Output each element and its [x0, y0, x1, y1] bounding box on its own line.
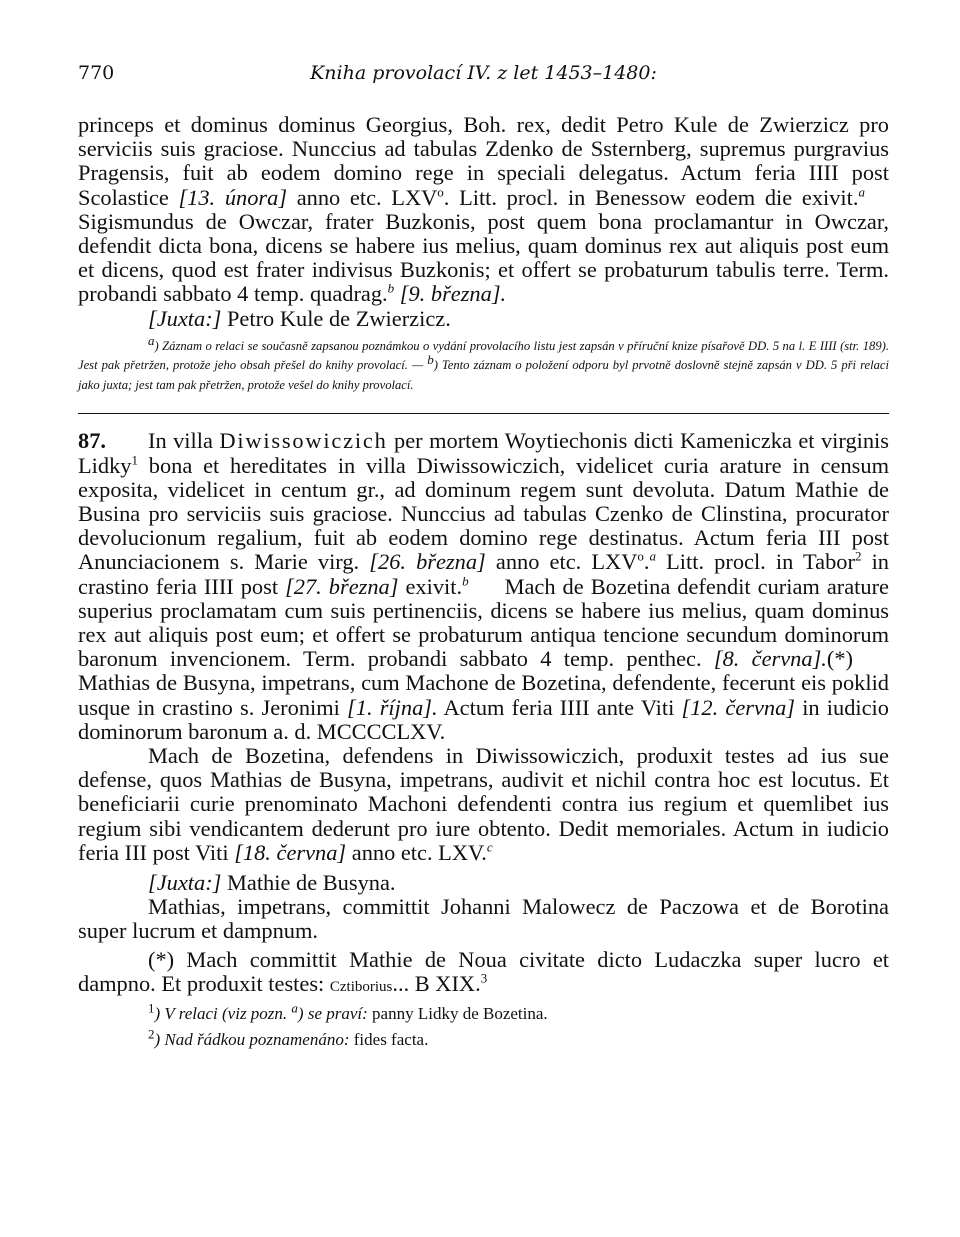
critical-note-ab: [78, 332, 889, 396]
editorial-date: [26. března]: [369, 549, 486, 575]
editorial-date: [1. října].: [347, 694, 438, 720]
note-text: ) Záznam o relaci se současně zapsanou poznámkou o vydání provolacího listu jest zapsán v příruční knize písařově DD. 5 na l. E IIII (str. 189). Jest pak přetržen, protože jeho obsah přešel do knihy provolací. —: [78, 338, 889, 373]
editorial-date: [13. února]: [178, 184, 288, 210]
note-ref-a: a: [858, 184, 865, 200]
footnotes: [78, 1001, 889, 1053]
footnote-number: 2: [148, 1026, 155, 1042]
footnote-text: fides facta.: [349, 1030, 429, 1049]
note-ref-b: b: [462, 573, 469, 589]
text-segment: princeps et dominus dominus Georgius, Boh. rex, dedit Petro Kule de Zwierzicz pro serviciis suis graciose. Nunccius ad tabulas Zdenko de Ssternberg, supremus purgravius Pragensis, fuit ab eodem domino rege in speciali delegatus. Actum feria IIII post Scolastice: [78, 112, 889, 210]
text-segment: per mortem Woytiechonis dicti Kameniczka et virginis Lidky: [78, 428, 889, 478]
text-segment: Mathias de Busyna, impetrans, cum Machone de Bozetina, defendente, fecerunt eis poklid usque in crastino s. Jeronimi: [78, 670, 889, 720]
entry-87-paragraph-4: [78, 948, 889, 999]
critical-notes: [78, 332, 889, 396]
page: [78, 62, 889, 1053]
editorial-date: [18. června]: [234, 839, 347, 865]
text-segment: Mach de Bozetina, defendens in Diwissowiczich, produxit testes ad ius sue defense, quos Mathias de Busyna, impetrans, audivit et nichil contra hoc est locutus. Et beneficiarii curie prenominato Machoni defendenti contra ius regium et quemlibet ius regium sibi vendicantem dederunt pro iure obtento. Dedit memoriales. Actum in iudicio feria III post Viti: [78, 742, 889, 865]
footnote-italic: ) V relaci (viz pozn.: [154, 1004, 292, 1023]
section-divider: [78, 413, 889, 414]
text-segment: exivit.: [405, 573, 463, 599]
text-segment: Litt. procl. in Tabor: [666, 549, 855, 575]
footnote-number: 1: [148, 1000, 155, 1016]
text-segment: bona et hereditates in villa Diwissowiczich, videlicet curia arature in censum exposita, videlicet in centum gr., ad dominum regem sunt devoluta. Datum Mathie de Busina pro serviciis suis graciose. Nunccius ad tabulas Czenko de Clinstina, procurator devolucionum regalium, fuit ab eodem domino rege destinatus. Actum feria III post Anunciacionem s. Marie virg.: [78, 452, 889, 575]
text-segment: anno etc. LXV.: [351, 839, 487, 865]
page-number: 770: [78, 62, 115, 84]
juxta-label: [Juxta:]: [148, 869, 222, 895]
running-header: [78, 62, 889, 92]
editorial-date: [27. března]: [285, 573, 399, 599]
footnote-ref: 2: [854, 548, 862, 564]
juxta-label: [Juxta:]: [148, 305, 222, 331]
village-name: Diwissowiczich: [219, 428, 388, 454]
text-segment: ... B XIX.: [392, 970, 481, 996]
text-segment: Mathias, impetrans, committit Johanni Malowecz de Paczowa et de Borotina super lucrum et dampnum.: [78, 894, 889, 944]
text-segment: Actum feria IIII ante Viti: [443, 694, 675, 720]
entry-87-paragraph-3: [78, 895, 889, 943]
text-segment: anno etc. LXV: [495, 549, 638, 575]
text-segment: (*): [826, 646, 853, 672]
note-text: ) Tento záznam o položení odporu byl prvotně doslovně stejně zapsán v DD. 5 při relaci jako juxta; jest tam pak přetržen, protože vešel do knihy provolací.: [78, 358, 889, 392]
text-segment: in crastino feria IIII post: [78, 549, 889, 599]
footnote-ref: 1: [131, 452, 138, 468]
text-segment: Sigismundus de Owczar, frater Buzkonis, post quem bona proclamantur in Owczar, defendit dicta bona, dicens se habere ius melius, quam dominus rex aut aliquis post eum et dicens, quod est frater indivisus Buzkonis; et offert se probaturum tabulis terre. Term. probandi sabbato 4 temp. quadrag.: [78, 208, 889, 307]
note-ref-c: c: [486, 839, 493, 855]
note-ref-b: b: [387, 280, 395, 296]
text-segment: Mach de Bozetina defendit curiam arature superius proclamatam cum suis pertinenciis, dicens se habere ius melius, quam dominus rex aut aliquis post eum; et offert se probaturum antiqua tencione secundum dominorum baronum invencionem. Term. probandi sabbato 4 temp. penthec.: [78, 573, 889, 672]
footnote-italic: ) se praví:: [297, 1004, 368, 1023]
footnote-ref: 3: [480, 970, 488, 986]
text-segment: In villa: [148, 428, 213, 454]
juxta-name: Petro Kule de Zwierzicz.: [226, 305, 451, 331]
note-marker: a: [148, 332, 155, 348]
footnote-1: [148, 1001, 889, 1027]
editorial-date: [12. června]: [681, 694, 796, 720]
entry-87-paragraph-2: [78, 744, 889, 865]
entry-87-text: 87. In villa Diwissowiczich per mortem Woytiechonis dicti Kameniczka et virginis Lidky$^1$ bona et hereditates in villa Diwissowiczich, videlicet curia arature in censum exposita, videlicet in centum gr., ad dominum regem sunt devoluta. Datum Mathie de Busina pro serviciis suis graciose. Nunccius ad tabulas Czenko de Clinstina, procurator devolucionum regalium, fuit ab eodem domino rege destinatus. Actum feria III post Anunciacionem s. Marie virg. [26. března] anno etc. LXV$^o$.$^a$ Litt. procl. in Tabor$^2$ in crastino feria IIII post [27. března] exivit.$^b$ Mach de Bozetina defendit curiam arature superius proclamatam cum suis pertinenciis, dicens se habere ius melius, quam dominus rex aut aliquis post eum; et offert se probaturum antiqua tencione secundum dominorum baronum invencionem. Term. probandi sabbato 4 temp. penthec. [8. června].(*)Mathias de Busyna, impetrans, cum Machone de Bozetina, defendente, fecerunt eis poklid usque in crastino s. Jeronimi [1. října]. Actum feria IIII ante Viti [12. června] in iudicio dominorum baronum a. d. MCCCCLXV.: [78, 428, 889, 744]
juxta-line: [148, 307, 889, 331]
superscript: o: [637, 548, 644, 564]
entry-number: 87.: [78, 428, 106, 454]
small-text: Cztiborius: [329, 978, 393, 995]
footnote-2: [148, 1027, 889, 1053]
running-title: Kniha provolací IV. z let 1453–1480:: [310, 62, 657, 84]
footnote-italic: ) Nad řádkou poznamenáno:: [154, 1030, 350, 1049]
text-segment: anno etc. LXV: [296, 184, 438, 210]
text-segment: . Litt. procl. in Benessow eodem die exivit.: [443, 184, 859, 210]
footnote-text: panny Lidky de Bozetina.: [367, 1004, 548, 1023]
juxta-name: Mathie de Busyna.: [226, 869, 396, 895]
text-segment: (*) Mach committit Mathie de Noua civitate dicto Ludaczka super lucro et dampno. Et produxit testes:: [78, 946, 889, 996]
note-marker: b: [427, 352, 434, 368]
superscript: o: [437, 184, 444, 200]
juxta-line: [148, 871, 889, 895]
note-ref-a: a: [649, 548, 656, 564]
text-segment: in iudicio dominorum baronum a. d. MCCCCLXV.: [78, 694, 889, 744]
editorial-date: [9. března].: [399, 281, 507, 307]
editorial-date: [8. června].: [713, 646, 827, 672]
superscript: a: [291, 1000, 298, 1016]
entry-86-text: [78, 113, 889, 307]
